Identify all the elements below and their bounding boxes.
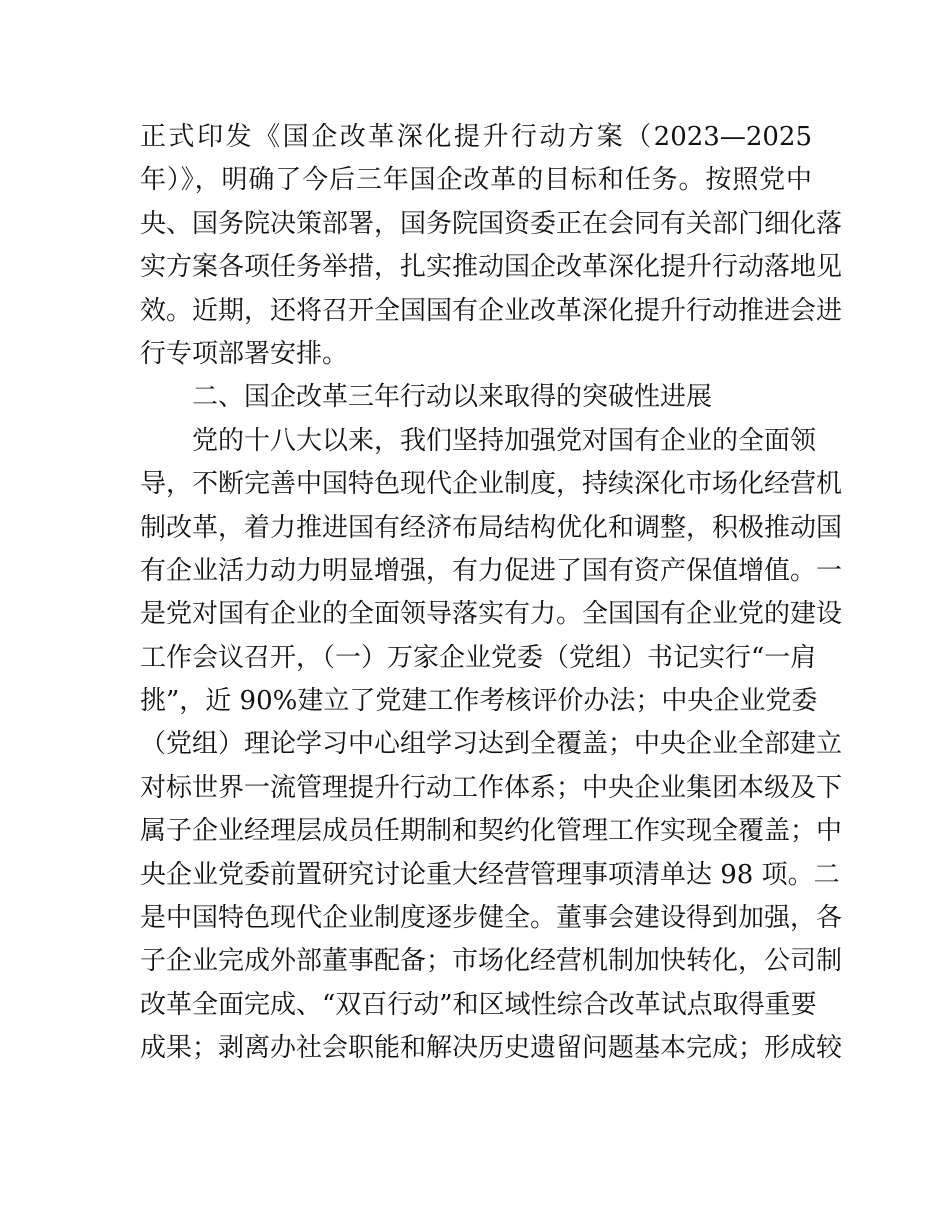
text-line: 央企业党委前置研究讨论重大经营管理事项清单达 98 项。二 <box>140 859 840 890</box>
text-line: 子企业完成外部董事配备；市场化经营机制加快转化，公司制 <box>140 946 843 977</box>
text-line: 有企业活力动力明显增强，有力促进了国有资产保值增值。一 <box>140 555 843 586</box>
text-line: 是党对国有企业的全面领导落实有力。全国国有企业党的建设 <box>140 599 843 630</box>
text-line: 工作会议召开，（一）万家企业党委（党组）书记实行“一肩 <box>140 642 817 673</box>
text-line: （党组）理论学习中心组学习达到全覆盖；中央企业全部建立 <box>140 729 843 760</box>
text-line: 成果；剥离办社会职能和解决历史遗留问题基本完成；形成较 <box>140 1033 843 1064</box>
text-line: 央、国务院决策部署，国务院国资委正在会同有关部门细化落 <box>140 208 843 239</box>
document-body <box>140 116 843 1071</box>
text-line: 是中国特色现代企业制度逐步健全。董事会建设得到加强，各 <box>140 903 843 934</box>
text-line: 实方案各项任务举措，扎实推动国企改革深化提升行动落地见 <box>140 252 843 283</box>
text-line: 改革全面完成、“双百行动”和区域性综合改革试点取得重要 <box>140 989 817 1020</box>
text-line: 年）》，明确了今后三年国企改革的目标和任务。按照党中 <box>140 165 812 196</box>
text-line: 效。近期，还将召开全国国有企业改革深化提升行动推进会进 <box>140 295 843 326</box>
text-line: 制改革，着力推进国有经济布局结构优化和调整，积极推动国 <box>140 512 843 543</box>
text-line: 党的十八大以来，我们坚持加强党对国有企业的全面领 <box>192 425 817 456</box>
text-line: 对标世界一流管理提升行动工作体系；中央企业集团本级及下 <box>140 772 843 803</box>
text-line: 挑”，近 90%建立了党建工作考核评价办法；中央企业党委 <box>140 686 818 717</box>
text-line: 导，不断完善中国特色现代企业制度，持续深化市场化经营机 <box>140 469 843 500</box>
text-line: 行专项部署安排。 <box>140 338 349 369</box>
text-line: 正式印发《国企改革深化提升行动方案（2023—2025 <box>140 122 812 152</box>
text-line: 属子企业经理层成员任期制和契约化管理工作实现全覆盖；中 <box>140 816 843 847</box>
text-line: 二、国企改革三年行动以来取得的突破性进展 <box>192 382 713 413</box>
